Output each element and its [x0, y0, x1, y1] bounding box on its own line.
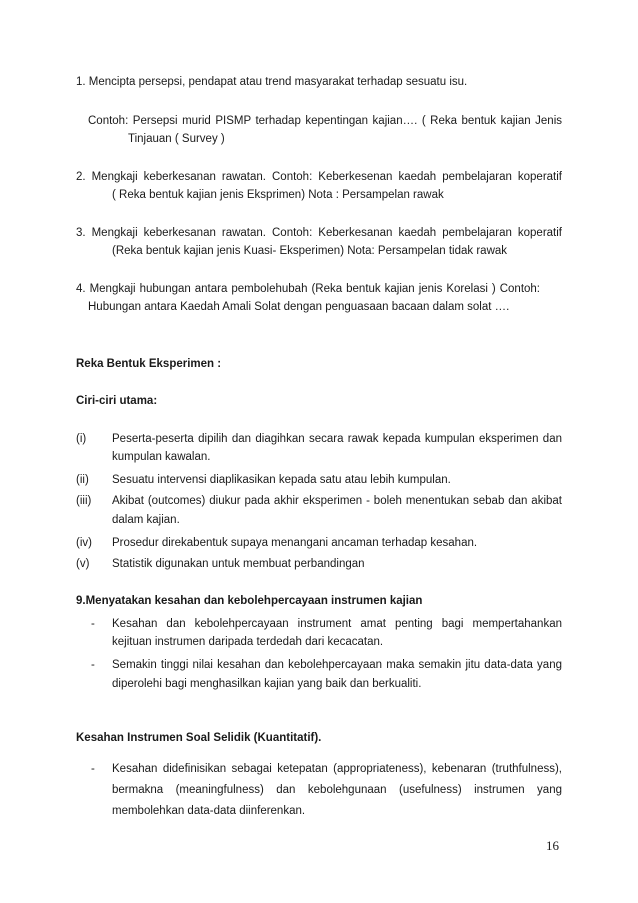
heading-ciri-ciri: Ciri-ciri utama:	[76, 395, 158, 407]
item-4-line1: 4. Mengkaji hubungan antara pembolehubah (Reka bentuk kajian jenis Korelasi ) Contoh:	[76, 283, 540, 295]
heading-reka-bentuk: Reka Bentuk Eksperimen :	[76, 358, 222, 370]
list-item-line: Prosedur direkabentuk supaya menangani ancaman terhadap kesahan.	[112, 537, 478, 549]
item-1-text: 1. Mencipta persepsi, pendapat atau trend masyarakat terhadap sesuatu isu.	[76, 76, 468, 88]
list-item-line: kumpulan kawalan.	[112, 451, 211, 463]
item-1-example-line2: Tinjauan ( Survey )	[128, 133, 225, 145]
list-item-line: dalam kajian.	[112, 514, 180, 526]
list-item-line: Akibat (outcomes) diukur pada akhir eksperimen - boleh menentukan sebab dan akibat	[112, 495, 562, 507]
bullet-line: diperolehi bagi menghasilkan kajian yang baik dan berkualiti.	[112, 678, 422, 690]
bullet-line: Kesahan didefinisikan sebagai ketepatan (appropriateness), kebenaran (truthfulness),	[112, 763, 562, 775]
bullet-line: Semakin tinggi nilai kesahan dan kebolehpercayaan maka semakin jitu data-data yang	[112, 659, 562, 671]
item-1-example-line1: Contoh: Persepsi murid PISMP terhadap kepentingan kajian…. ( Reka bentuk kajian Jenis	[88, 115, 562, 127]
page-number: 16	[546, 838, 559, 853]
bullet-dash: -	[91, 763, 95, 775]
heading-section-9: 9.Menyatakan kesahan dan kebolehpercayaan instrumen kajian	[76, 595, 423, 607]
list-item-number: (iii)	[76, 495, 92, 507]
item-2-line1: 2. Mengkaji keberkesanan rawatan. Contoh: Keberkesenan kaedah pembelajaran koperatif	[76, 171, 562, 183]
heading-kesahan-instrumen: Kesahan Instrumen Soal Selidik (Kuantitatif).	[76, 732, 322, 744]
list-item-number: (v)	[76, 558, 90, 570]
bullet-line: Kesahan dan kebolehpercayaan instrument amat penting bagi mempertahankan	[112, 618, 562, 630]
item-3-line1: 3. Mengkaji keberkesanan rawatan. Contoh: Keberkesanan kaedah pembelajaran koperatif	[76, 227, 562, 239]
item-4-line2: Hubungan antara Kaedah Amali Solat dengan penguasaan bacaan dalam solat ….	[88, 301, 510, 313]
list-item-line: Statistik digunakan untuk membuat perbandingan	[112, 558, 365, 570]
bullet-line: bermakna (meaningfulness) dan kebolehgunaan (usefulness) instrumen yang	[112, 784, 562, 796]
bullet-dash: -	[91, 659, 95, 671]
item-2-line2: ( Reka bentuk kajian jenis Eksprimen) Nota : Persampelan rawak	[112, 189, 444, 201]
list-item-number: (ii)	[76, 474, 89, 486]
list-item-number: (i)	[76, 433, 87, 445]
list-item-number: (iv)	[76, 537, 92, 549]
bullet-dash: -	[91, 618, 95, 630]
bullet-line: membolehkan data-data diinferenkan.	[112, 805, 306, 817]
list-item-line: Peserta-peserta dipilih dan diagihkan secara rawak kepada kumpulan eksperimen dan	[112, 433, 562, 445]
item-3-line2: (Reka bentuk kajian jenis Kuasi- Eksperimen) Nota: Persampelan tidak rawak	[112, 245, 508, 257]
list-item-line: Sesuatu intervensi diaplikasikan kepada satu atau lebih kumpulan.	[112, 474, 451, 486]
bullet-line: kejituan instrumen daripada terdedah dari kecacatan.	[112, 636, 384, 648]
